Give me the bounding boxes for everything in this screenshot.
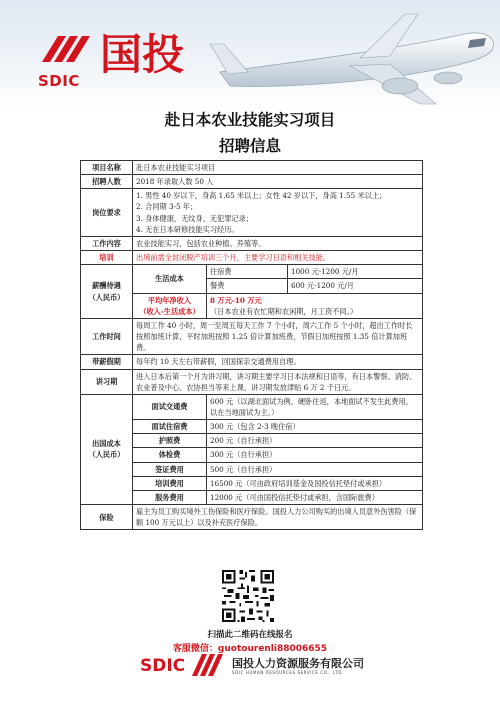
net-income-label-line1: 平均年净收入 (147, 295, 192, 305)
net-income-label-line2: （收入-生活成本） (139, 306, 200, 316)
cost-item-name: 体检费 (133, 448, 207, 462)
table-row (81, 161, 423, 175)
training-label: 培训 (81, 251, 133, 265)
footer-brand: SDIC (140, 656, 186, 676)
table-row (81, 355, 423, 369)
requirements-label: 岗位要求 (81, 189, 133, 237)
cost-item-value: 12000 元（可由国投信托垫付或承担，含国际旅费） (207, 490, 423, 504)
course-value: 进入日本后第一个月为讲习期，讲习期主要学习日本法规和日语等，有日本警察、消防、农业普及中心、农协担当等来上课，讲习期发放津贴 6 万 2 千日元。 (133, 369, 423, 394)
table-row (81, 420, 423, 434)
requirement-item: 1. 男性 40 岁以下，身高 1.65 米以上；女性 42 岁以下，身高 1.55 米以上； (136, 191, 387, 201)
requirements-value (133, 189, 423, 237)
table-row (81, 462, 423, 476)
costs-label (81, 394, 133, 504)
net-income-value-cell (207, 293, 423, 318)
cost-item-value: 200 元（自行承担） (207, 434, 423, 448)
table-row (81, 236, 423, 250)
training-value: 出境前需全封闭脱产培训三个月，主要学习日语和相关技能。 (133, 251, 423, 265)
table-row (81, 318, 423, 354)
cost-item-value: 500 元（自行承担） (207, 462, 423, 476)
cost-item-value: 300 元（包含 2-3 晚住宿） (207, 420, 423, 434)
meal-label: 餐费 (207, 279, 288, 292)
table-row (81, 476, 423, 490)
requirement-item: 3. 身体健康，无纹身、无犯罪记录； (136, 213, 253, 223)
housing-value: 1000 元-1200 元/月 (291, 267, 359, 277)
leave-label: 带薪假期 (81, 355, 133, 369)
project-label: 项目名称 (81, 161, 133, 175)
footer-logo-icon (190, 652, 226, 678)
wechat-label: 客服微信： (172, 644, 218, 654)
table-row (81, 448, 423, 462)
salary-label-line2: （人民币） (88, 292, 125, 302)
leave-value: 每年约 10 天左右带薪假，回国探亲交通费用自理。 (133, 355, 423, 369)
cost-item-name: 面试住宿费 (133, 420, 207, 434)
table-row (81, 490, 423, 504)
net-income-note: （日本农业有农忙期和农闲期，月工资不同。） (210, 306, 358, 316)
company-name-en: SDIC HUMAN RESOURCES SERVICE CO., LTD (232, 670, 343, 675)
cost-item-value: 16500 元（可由政府培训基金及国投信托垫付或承担） (207, 476, 423, 490)
table-row (81, 251, 423, 265)
course-label: 讲习期 (81, 369, 133, 394)
cost-item-name: 培训费用 (133, 476, 207, 490)
requirement-item: 4. 无在日本研修技能实习经历。 (136, 224, 239, 234)
headcount-label: 招聘人数 (81, 175, 133, 189)
salary-label (81, 265, 133, 319)
hours-label: 工作时间 (81, 318, 133, 354)
scan-instruction: 扫描此二维码在线报名 (207, 630, 293, 640)
cost-item-name: 护照费 (133, 434, 207, 448)
table-row (81, 505, 423, 530)
salary-label-line1: 薪酬待遇 (92, 281, 121, 291)
page-title: 赴日本农业技能实习项目 (164, 110, 336, 129)
brand-name-cn: 国投 (100, 30, 185, 79)
table-row (81, 394, 423, 419)
work-label: 工作内容 (81, 236, 133, 250)
project-value: 赴日本农业技能实习项目 (133, 161, 423, 175)
meal-cell (207, 279, 423, 293)
net-income-value: 8 万元-10 万元 (210, 295, 262, 305)
requirement-item: 2. 合同期 3-5 年； (136, 202, 198, 212)
table-row (81, 265, 423, 279)
insurance-value: 雇主为员工购买境外工伤保险和医疗保险。国投人力公司购买的出境人员意外伤害险（保额 100 万元以上）以及补充医疗保险。 (133, 505, 423, 530)
cost-item-value: 600 元（以湖北面试为例，硬卧往返，本地面试不发生此费用，以在当地面试为主。） (207, 394, 423, 419)
hours-value: 每周工作 40 小时，周一至周五每天工作 7 个小时，周六工作 5 个小时，超出工作时长按照加班计算，平时加班按照 1.25 倍计算加班费，节假日加班按照 1.35 倍计算加班费。 (133, 318, 423, 354)
cost-item-name: 签证费用 (133, 462, 207, 476)
table-row (81, 369, 423, 394)
headcount-value: 2018 年录取人数 50 人 (133, 175, 423, 189)
wechat-id: guotourenli88006655 (217, 644, 328, 654)
table-row (81, 175, 423, 189)
page-subtitle: 招聘信息 (218, 136, 281, 155)
airplane-image (200, 0, 500, 110)
company-name: 国投人力资源服务有限公司 (232, 657, 364, 670)
table-row (81, 293, 423, 318)
wechat-contact (0, 641, 500, 654)
table-row (81, 434, 423, 448)
info-table (80, 160, 423, 530)
brand-name-en: SDIC (38, 72, 80, 90)
table-row (81, 189, 423, 237)
costs-label-line1: 出国成本 (92, 439, 121, 449)
meal-value: 600 元-1200 元/月 (291, 281, 354, 291)
housing-cell (207, 265, 423, 279)
costs-label-line2: （人民币） (88, 450, 125, 460)
qr-code-icon[interactable] (220, 568, 276, 624)
cost-item-name: 面试交通费 (133, 394, 207, 419)
header-banner (0, 0, 500, 110)
cost-item-value: 300 元（自行承担） (207, 448, 423, 462)
net-income-label (133, 293, 207, 318)
work-value: 农业技能实习，包括农业种植、养殖等。 (133, 236, 423, 250)
housing-label: 住宿费 (207, 265, 288, 278)
living-cost-label: 生活成本 (133, 265, 207, 293)
insurance-label: 保险 (81, 505, 133, 530)
cost-item-name: 服务费用 (133, 490, 207, 504)
